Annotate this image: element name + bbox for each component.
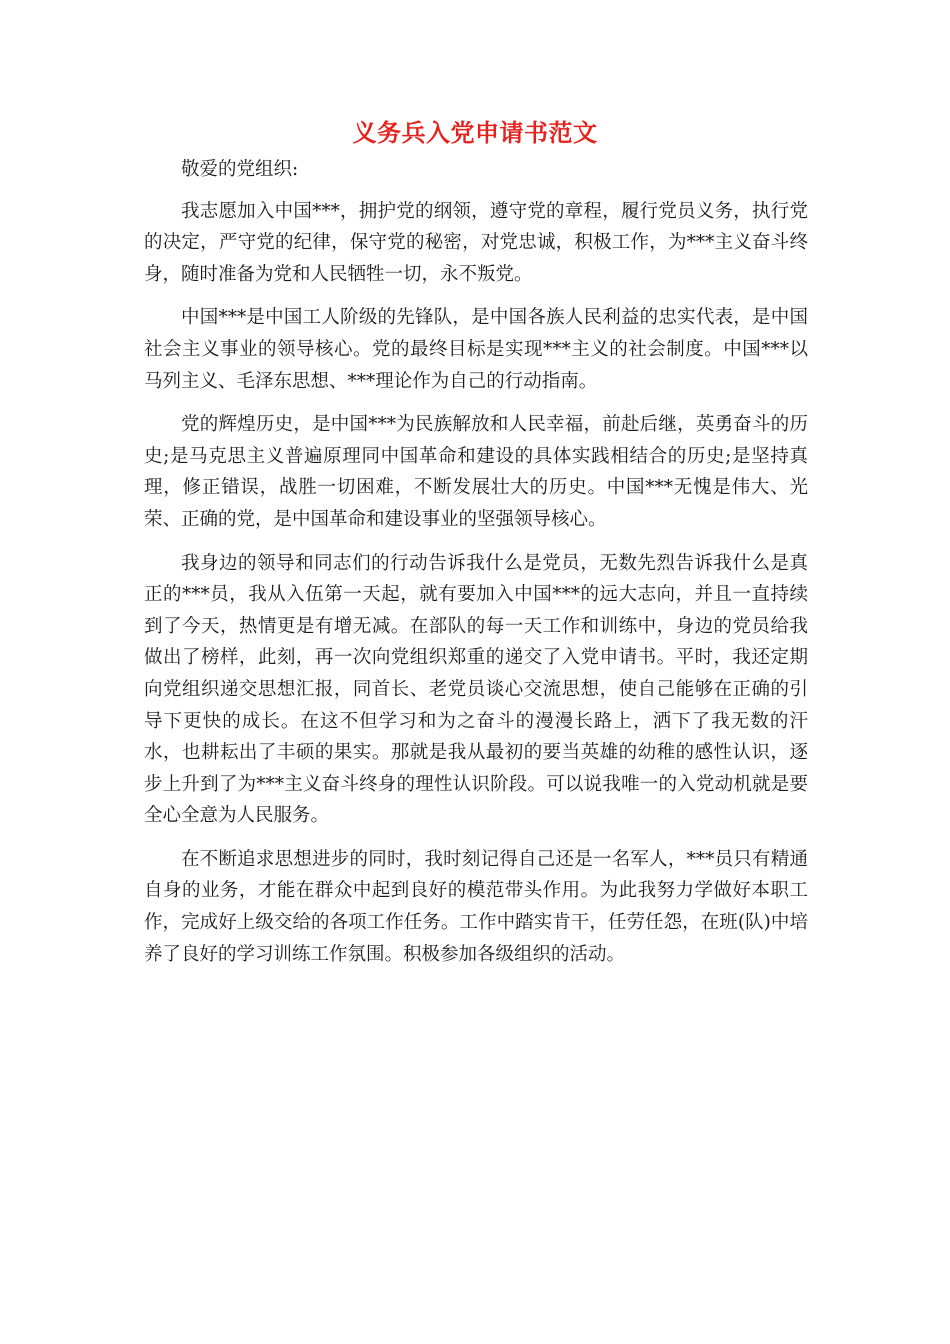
paragraph-1: 我志愿加入中国***，拥护党的纲领，遵守党的章程，履行党员义务，执行党的决定，严守党的纪律，保守党的秘密，对党忠诚，积极工作，为***主义奋斗终身，随时准备为党和人民牺牲一切，永不叛党。: [144, 200, 808, 285]
paragraph-5: 在不断追求思想进步的同时，我时刻记得自己还是一名军人，***员只有精通自身的业务，才能在群众中起到良好的模范带头作用。为此我努力学做好本职工作，完成好上级交给的各项工作任务。工作中踏实肯干，任劳任怨，在班(队)中培养了良好的学习训练工作氛围。积极参加各级组织的活动。: [144, 848, 808, 965]
paragraph-2: 中国***是中国工人阶级的先锋队，是中国各族人民利益的忠实代表，是中国社会主义事业的领导核心。党的最终目标是实现***主义的社会制度。中国***以马列主义、毛泽东思想、***理论作为自己的行动指南。: [144, 307, 808, 392]
paragraph-3: 党的辉煌历史，是中国***为民族解放和人民幸福，前赴后继，英勇奋斗的历史;是马克思主义普遍原理同中国革命和建设的具体实践相结合的历史;是坚持真理，修正错误，战胜一切困难，不断发展壮大的历史。中国***无愧是伟大、光荣、正确的党，是中国革命和建设事业的坚强领导核心。: [144, 414, 808, 530]
document-title: 义务兵入党申请书范文: [352, 119, 598, 147]
document-body: [144, 154, 808, 982]
paragraph-4: 我身边的领导和同志们的行动告诉我什么是党员，无数先烈告诉我什么是真正的***员，我从入伍第一天起，就有要加入中国***的远大志向，并且一直持续到了今天，热情更是有增无减。在部队的每一天工作和训练中，身边的党员给我做出了榜样，此刻，再一次向党组织郑重的递交了入党申请书。平时，我还定期向党组织递交思想汇报，同首长、老党员谈心交流思想，使自己能够在正确的引导下更快的成长。在这不但学习和为之奋斗的漫漫长路上，洒下了我无数的汗水，也耕耘出了丰硕的果实。那就是我从最初的要当英雄的幼稚的感性认识，逐步上升到了为***主义奋斗终身的理性认识阶段。可以说我唯一的入党动机就是要全心全意为人民服务。: [144, 552, 808, 827]
salutation: 敬爱的党组织:: [181, 159, 299, 180]
